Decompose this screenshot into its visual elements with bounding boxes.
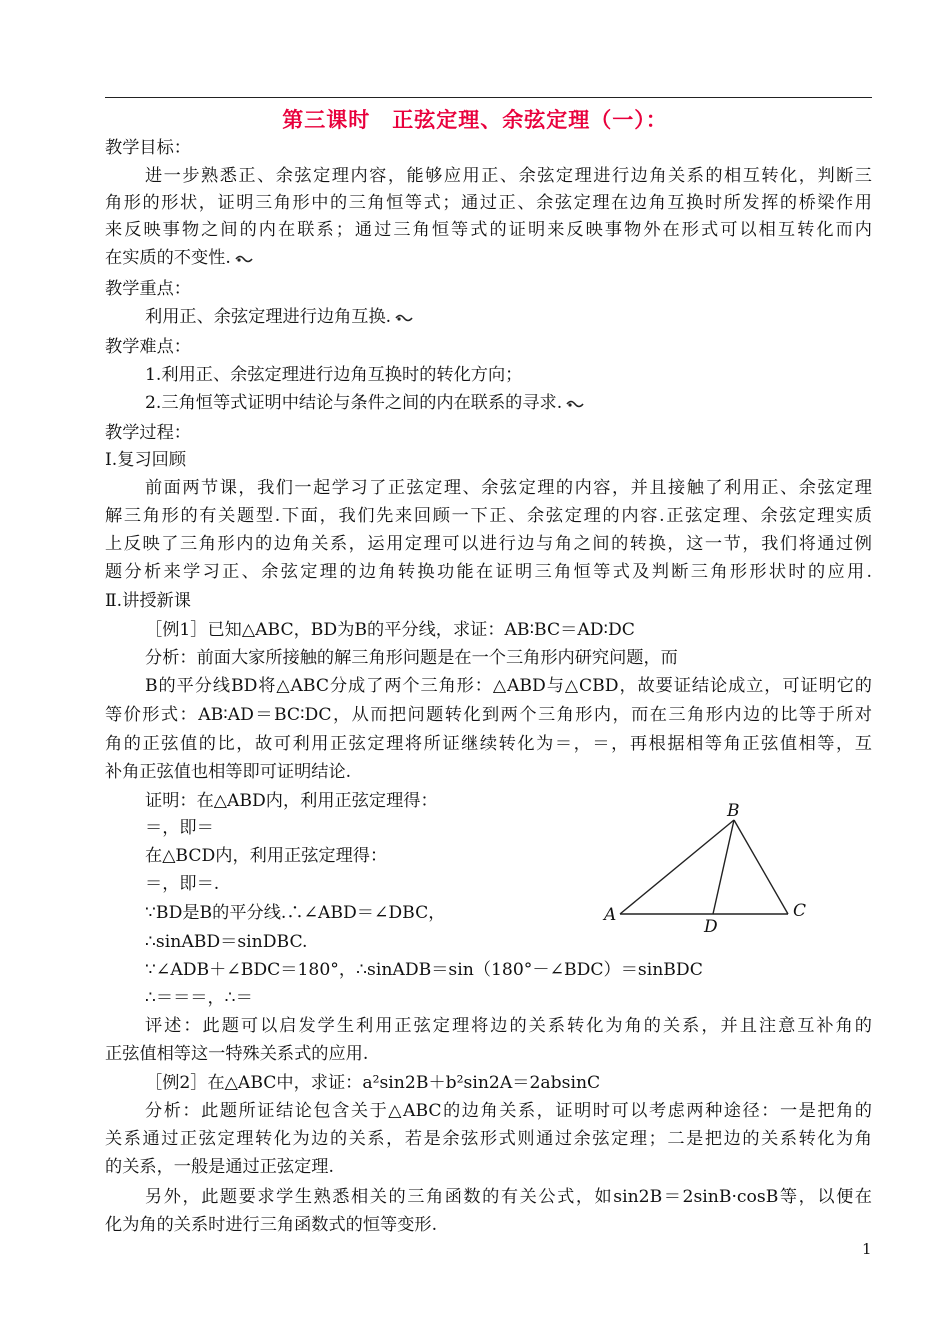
- decorative-icon: [566, 399, 584, 409]
- example-heading: ［例2］在△ABC中，求证：a²sin2B＋b²sin2A＝2absinC: [145, 1073, 601, 1093]
- proof-line: ∴＝＝＝，∴＝: [145, 988, 253, 1008]
- proof-line: ∴sinABD＝sinDBC.: [145, 932, 308, 952]
- page-title: 第三课时 正弦定理、余弦定理（一）：: [282, 108, 668, 132]
- paragraph-line: 上反映了三角形内的边角关系，运用定理可以进行边与角之间的转换，这一节，我们将通过例: [105, 534, 872, 554]
- vertex-label-b: B: [727, 801, 740, 821]
- paragraph-line: 分析：此题所证结论包含关于△ABC的边角关系，证明时可以考虑两种途径：一是把角的: [145, 1101, 872, 1121]
- example-heading: ［例1］已知△ABC，BD为B的平分线，求证：AB∶BC＝AD∶DC: [145, 620, 635, 640]
- paragraph-line: 评述：此题可以启发学生利用正弦定理将边的关系转化为角的关系，并且注意互补角的: [145, 1016, 872, 1036]
- decorative-icon: [395, 313, 413, 323]
- paragraph-line: 角的正弦值的比，故可利用正弦定理将所证继续转化为＝，＝，再根据相等角正弦值相等，互: [105, 734, 872, 754]
- decorative-icon: [235, 254, 253, 264]
- paragraph-line: 进一步熟悉正、余弦定理内容，能够应用正、余弦定理进行边角关系的相互转化，判断三: [145, 166, 872, 186]
- triangle-figure: [600, 800, 815, 940]
- section-heading: 教学目标：: [105, 138, 191, 158]
- side-bc: [734, 820, 788, 914]
- section-heading: Ⅱ.讲授新课: [105, 591, 191, 611]
- proof-line: ∵∠ADB＋∠BDC＝180°，∴sinADB＝sin（180°－∠BDC）＝sinBDC: [145, 960, 703, 980]
- paragraph-line: 在实质的不变性.: [105, 248, 253, 268]
- paragraph-line: 的关系，一般是通过正弦定理.: [105, 1157, 334, 1177]
- list-item: 2.三角恒等式证明中结论与条件之间的内在联系的寻求.: [145, 393, 584, 413]
- paragraph-line: 题分析来学习正、余弦定理的边角转换功能在证明三角恒等式及判断三角形形状时的应用.: [105, 562, 872, 582]
- paragraph-line: 角形的形状，证明三角形中的三角恒等式；通过正、余弦定理在边角互换时所发挥的桥梁作用: [105, 193, 872, 213]
- proof-line: 在△BCD内，利用正弦定理得：: [145, 846, 388, 866]
- section-heading: 教学过程：: [105, 423, 191, 443]
- list-item: 1.利用正、余弦定理进行边角互换时的转化方向；: [145, 365, 523, 385]
- vertex-label-c: C: [793, 901, 807, 921]
- paragraph-line: 来反映事物之间的内在联系；通过三角恒等式的证明来反映事物外在形式可以相互转化而内: [105, 220, 872, 240]
- paragraph-line: 利用正、余弦定理进行边角互换.: [145, 307, 413, 327]
- paragraph-line: 前面两节课，我们一起学习了正弦定理、余弦定理的内容，并且接触了利用正、余弦定理: [145, 478, 872, 498]
- paragraph-line: 化为角的关系时进行三角函数式的恒等变形.: [105, 1215, 438, 1235]
- paragraph-line: 解三角形的有关题型.下面，我们先来回顾一下正、余弦定理的内容.正弦定理、余弦定理实质: [105, 506, 872, 526]
- paragraph-line: 补角正弦值也相等即可证明结论.: [105, 762, 352, 782]
- proof-line: ＝，即＝: [145, 818, 214, 838]
- paragraph-line: 正弦值相等这一特殊关系式的应用.: [105, 1044, 369, 1064]
- proof-line: 证明：在△ABD内，利用正弦定理得：: [145, 791, 438, 811]
- side-ab: [620, 820, 734, 914]
- vertex-label-a: A: [604, 905, 617, 925]
- paragraph-line: 另外，此题要求学生熟悉相关的三角函数的有关公式，如sin2B＝2sinB·cosB等，以便在: [145, 1187, 872, 1207]
- triangle-diagram: [600, 800, 815, 940]
- paragraph-line: B的平分线BD将△ABC分成了两个三角形：△ABD与△CBD，故要证结论成立，可证明它的: [145, 676, 872, 696]
- paragraph-line: 分析：前面大家所接触的解三角形问题是在一个三角形内研究问题，而: [145, 648, 678, 668]
- section-heading: 教学难点：: [105, 337, 191, 357]
- paragraph-line: 关系通过正弦定理转化为边的关系，若是余弦形式则通过余弦定理；二是把边的关系转化为角: [105, 1129, 872, 1149]
- page-number: 1: [862, 1240, 872, 1258]
- section-heading: Ⅰ.复习回顾: [105, 450, 187, 470]
- vertex-label-d: D: [704, 917, 718, 937]
- proof-line: ＝，即＝.: [145, 874, 220, 894]
- section-heading: 教学重点：: [105, 279, 191, 299]
- header-rule: [105, 97, 872, 98]
- proof-line: ∵BD是B的平分线.∴∠ABD＝∠DBC，: [145, 903, 446, 923]
- paragraph-line: 等价形式：AB∶AD＝BC∶DC，从而把问题转化到两个三角形内，而在三角形内边的比等于所对: [105, 705, 872, 725]
